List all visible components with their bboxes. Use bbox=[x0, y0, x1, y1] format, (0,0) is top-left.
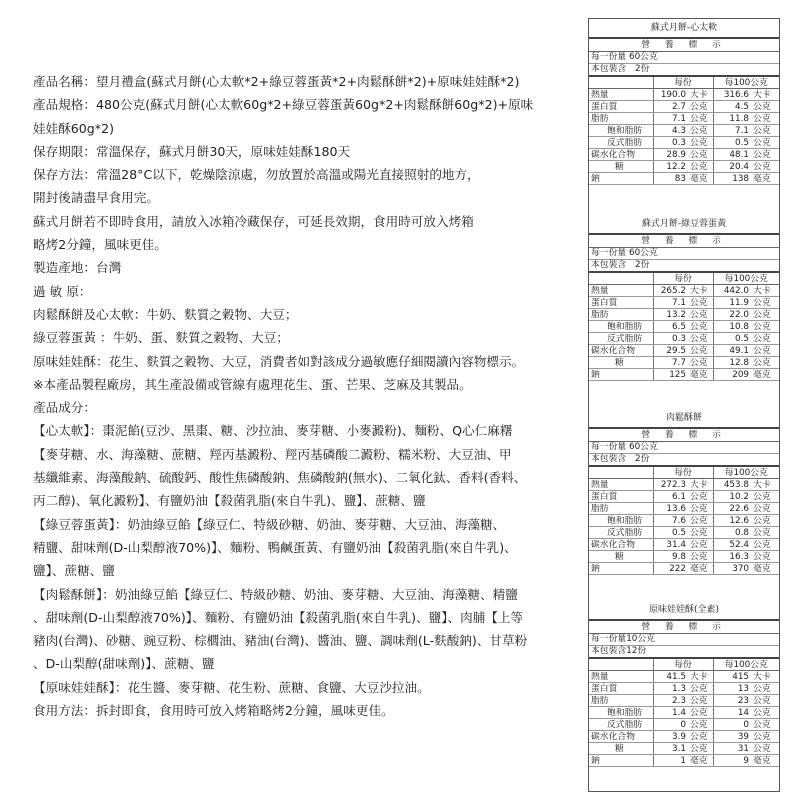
product-info-line: 【原味娃娃酥】：花生醬、麥芽糖、花生粉、蔗糖、食鹽、大豆沙拉油。 bbox=[33, 679, 430, 695]
nutrient-label: 蛋白質 bbox=[589, 491, 653, 503]
per-100g-unit: 大卡 bbox=[750, 479, 779, 491]
nutrition-row bbox=[589, 309, 779, 321]
per-100g-unit: 公克 bbox=[750, 527, 779, 539]
per-100g-unit: 公克 bbox=[750, 161, 779, 173]
nutrition-table bbox=[589, 659, 779, 767]
nutrient-label: 熱量 bbox=[589, 285, 653, 297]
per-serving-value: 13.2 bbox=[653, 309, 687, 321]
per-100g-value: 52.4 bbox=[713, 539, 750, 551]
nutrition-row bbox=[589, 671, 779, 683]
per-100g-unit: 公克 bbox=[750, 309, 779, 321]
nutrient-label: 蛋白質 bbox=[589, 101, 653, 113]
per-serving-value: 0 bbox=[653, 719, 687, 731]
per-serving-unit: 公克 bbox=[687, 321, 713, 333]
nutrient-label: 飽和脂肪 bbox=[589, 125, 653, 137]
nutrition-facts-block bbox=[589, 19, 779, 185]
nutrient-label: 脂肪 bbox=[589, 695, 653, 707]
nutrient-label: 糖 bbox=[589, 551, 653, 563]
per-100g-value: 22.0 bbox=[713, 309, 750, 321]
product-info-line: 產品規格：480公克(蘇式月餅(心太軟60g*2+綠豆蓉蛋黃60g*2+肉鬆酥餅60g*2)+原味 bbox=[33, 97, 534, 113]
per-100g-unit: 公克 bbox=[750, 515, 779, 527]
product-info-line: 【心太軟】：棗泥餡(豆沙、黑棗、糖、沙拉油、麥芽糖、小麥澱粉)、麵粉、Q心仁麻糬 bbox=[33, 423, 513, 439]
nutrient-label: 反式脂肪 bbox=[589, 527, 653, 539]
nutrition-row bbox=[589, 707, 779, 719]
per-100g-unit: 公克 bbox=[750, 683, 779, 695]
per-serving-unit: 公克 bbox=[687, 161, 713, 173]
per-serving-unit: 公克 bbox=[687, 137, 713, 149]
nutrient-label: 脂肪 bbox=[589, 309, 653, 321]
per-serving-value: 1.3 bbox=[653, 683, 687, 695]
per-100g-unit: 公克 bbox=[750, 333, 779, 345]
per-serving-value: 3.9 bbox=[653, 731, 687, 743]
per-serving-value: 12.2 bbox=[653, 161, 687, 173]
per-100g-unit: 公克 bbox=[750, 743, 779, 755]
nutrition-header: 營 養 標 示 bbox=[589, 39, 779, 52]
nutrition-row bbox=[589, 321, 779, 333]
nutrient-label: 糖 bbox=[589, 357, 653, 369]
nutrient-label: 鈉 bbox=[589, 369, 653, 381]
per-100g-unit: 公克 bbox=[750, 491, 779, 503]
per-serving-value: 2.7 bbox=[653, 101, 687, 113]
nutrition-row bbox=[589, 357, 779, 369]
nutrition-row bbox=[589, 149, 779, 161]
per-serving-header: 每份 bbox=[653, 467, 713, 479]
per-100g-value: 13 bbox=[713, 683, 750, 695]
product-info-line: 製造產地：台灣 bbox=[33, 260, 122, 276]
nutrition-product-title: 原味娃娃酥(全素) bbox=[648, 605, 720, 615]
nutrition-facts-block bbox=[589, 601, 779, 767]
per-serving-value: 3.1 bbox=[653, 743, 687, 755]
serving-size: 每一份量 60公克 bbox=[589, 248, 779, 260]
servings-per-package: 本包裝含 2份 bbox=[589, 64, 779, 77]
nutrient-label: 脂肪 bbox=[589, 503, 653, 515]
product-info-line: 【綠豆蓉蛋黃】：奶油綠豆餡【綠豆仁、特級砂糖、奶油、麥芽糖、大豆油、海藻糖、 bbox=[33, 516, 506, 532]
nutrition-row bbox=[589, 719, 779, 731]
nutrition-row bbox=[589, 491, 779, 503]
nutrition-table bbox=[589, 273, 779, 381]
per-serving-unit: 大卡 bbox=[687, 479, 713, 491]
product-info-line: 過 敏 原： bbox=[33, 283, 92, 299]
nutrition-row bbox=[589, 161, 779, 173]
per-serving-value: 28.9 bbox=[653, 149, 687, 161]
per-serving-unit: 大卡 bbox=[687, 671, 713, 683]
nutrition-column-header bbox=[589, 467, 779, 479]
nutrient-label: 熱量 bbox=[589, 479, 653, 491]
nutrient-label: 碳水化合物 bbox=[589, 149, 653, 161]
nutrient-label: 反式脂肪 bbox=[589, 333, 653, 345]
product-info-line: 產品名稱：望月禮盒(蘇式月餅(心太軟*2+綠豆蓉蛋黃*2+肉鬆酥餅*2)+原味娃娃酥*2) bbox=[33, 74, 520, 89]
per-serving-value: 29.5 bbox=[653, 345, 687, 357]
per-100g-value: 138 bbox=[713, 173, 750, 185]
per-100g-unit: 大卡 bbox=[750, 89, 779, 101]
per-100g-value: 209 bbox=[713, 369, 750, 381]
servings-per-package: 本包裝含 2份 bbox=[589, 454, 779, 467]
product-info-line: 【肉鬆酥餅】：奶油綠豆餡【綠豆仁、特級砂糖、奶油、麥芽糖、大豆油、海藻糖、精鹽 bbox=[33, 586, 518, 602]
per-100g-value: 0.5 bbox=[713, 333, 750, 345]
per-serving-value: 1.4 bbox=[653, 707, 687, 719]
nutrition-table bbox=[589, 77, 779, 185]
nutrient-label: 熱量 bbox=[589, 671, 653, 683]
product-info bbox=[33, 70, 573, 722]
per-serving-unit: 公克 bbox=[687, 743, 713, 755]
per-serving-unit: 公克 bbox=[687, 551, 713, 563]
nutrition-row bbox=[589, 285, 779, 297]
nutrition-header: 營 養 標 示 bbox=[589, 235, 779, 248]
per-serving-value: 2.3 bbox=[653, 695, 687, 707]
per-100g-value: 7.1 bbox=[713, 125, 750, 137]
product-info-line: 蘇式月餅若不即時食用，請放入冰箱冷藏保存，可延長效期，食用時可放入烤箱 bbox=[33, 213, 474, 229]
per-serving-value: 265.2 bbox=[653, 285, 687, 297]
per-100g-unit: 大卡 bbox=[750, 285, 779, 297]
per-100g-value: 49.1 bbox=[713, 345, 750, 357]
nutrition-row bbox=[589, 503, 779, 515]
per-serving-header: 每份 bbox=[653, 77, 713, 89]
per-100g-unit: 毫克 bbox=[750, 369, 779, 381]
product-info-line: 【麥芽糖、水、海藻糖、蔗糖、羥丙基澱粉、羥丙基磷酸二澱粉、糯米粉、大豆油、甲 bbox=[33, 446, 512, 462]
per-serving-value: 13.6 bbox=[653, 503, 687, 515]
nutrition-row bbox=[589, 101, 779, 113]
product-info-line: 略烤2分鐘，風味更佳。 bbox=[33, 237, 167, 253]
per-100g-value: 370 bbox=[713, 563, 750, 575]
nutrition-row bbox=[589, 297, 779, 309]
nutrient-label: 反式脂肪 bbox=[589, 137, 653, 149]
per-serving-unit: 毫克 bbox=[687, 563, 713, 575]
per-serving-unit: 公克 bbox=[687, 297, 713, 309]
per-100g-unit: 公克 bbox=[750, 695, 779, 707]
nutrition-header: 營 養 標 示 bbox=[589, 621, 779, 634]
per-100g-value: 31 bbox=[713, 743, 750, 755]
per-serving-value: 83 bbox=[653, 173, 687, 185]
per-serving-unit: 公克 bbox=[687, 527, 713, 539]
nutrient-label: 飽和脂肪 bbox=[589, 321, 653, 333]
per-serving-value: 7.1 bbox=[653, 113, 687, 125]
nutrient-label: 反式脂肪 bbox=[589, 719, 653, 731]
nutrition-product-title: 蘇式月餅-綠豆蓉蛋黃 bbox=[641, 219, 727, 229]
product-info-line: 丙二醇)、氧化澱粉】、有鹽奶油【殺菌乳脂(來自牛乳)、鹽】、蔗糖、鹽 bbox=[33, 493, 426, 509]
product-info-line: 、甜味劑(D-山梨醇液70%)】、麵粉、有鹽奶油【殺菌乳脂(來自牛乳)、鹽】、肉脯【上等 bbox=[33, 609, 524, 625]
nutrition-facts-block bbox=[589, 409, 779, 575]
nutrition-facts-block bbox=[589, 215, 779, 381]
nutrition-row bbox=[589, 479, 779, 491]
per-100g-value: 415 bbox=[713, 671, 750, 683]
product-info-line: 、D-山梨醇(甜味劑)】、蔗糖、鹽 bbox=[33, 656, 215, 672]
per-serving-value: 7.7 bbox=[653, 357, 687, 369]
nutrient-label: 鈉 bbox=[589, 173, 653, 185]
per-100g-value: 12.8 bbox=[713, 357, 750, 369]
nutrient-label: 鈉 bbox=[589, 755, 653, 767]
nutrient-label: 蛋白質 bbox=[589, 683, 653, 695]
per-serving-unit: 公克 bbox=[687, 345, 713, 357]
per-100g-value: 11.8 bbox=[713, 113, 750, 125]
per-serving-unit: 公克 bbox=[687, 503, 713, 515]
nutrition-product-title: 蘇式月餅-心太軟 bbox=[650, 23, 718, 33]
nutrition-row bbox=[589, 173, 779, 185]
per-serving-header: 每份 bbox=[653, 273, 713, 285]
per-serving-value: 125 bbox=[653, 369, 687, 381]
nutrition-product-title: 肉鬆酥餅 bbox=[665, 413, 702, 423]
nutrient-label: 鈉 bbox=[589, 563, 653, 575]
per-100g-unit: 公克 bbox=[750, 101, 779, 113]
per-serving-unit: 公克 bbox=[687, 731, 713, 743]
nutrition-row bbox=[589, 695, 779, 707]
per-100g-unit: 毫克 bbox=[750, 563, 779, 575]
nutrition-row bbox=[589, 137, 779, 149]
per-serving-value: 7.6 bbox=[653, 515, 687, 527]
nutrition-row bbox=[589, 345, 779, 357]
per-serving-value: 222 bbox=[653, 563, 687, 575]
per-100g-unit: 公克 bbox=[750, 137, 779, 149]
per-100g-value: 14 bbox=[713, 707, 750, 719]
per-serving-unit: 公克 bbox=[687, 707, 713, 719]
nutrient-label: 碳水化合物 bbox=[589, 345, 653, 357]
nutrient-label: 碳水化合物 bbox=[589, 731, 653, 743]
nutrition-table bbox=[589, 467, 779, 575]
nutrient-label: 脂肪 bbox=[589, 113, 653, 125]
nutrition-row bbox=[589, 539, 779, 551]
product-info-line: 食用方法：拆封即食，食用時可放入烤箱略烤2分鐘，風味更佳。 bbox=[33, 703, 394, 719]
per-serving-unit: 毫克 bbox=[687, 755, 713, 767]
servings-per-package: 本包裝含12份 bbox=[589, 646, 779, 659]
per-serving-unit: 公克 bbox=[687, 333, 713, 345]
per-serving-unit: 毫克 bbox=[687, 369, 713, 381]
per-serving-unit: 公克 bbox=[687, 149, 713, 161]
nutrition-column-header bbox=[589, 659, 779, 671]
per-100g-value: 39 bbox=[713, 731, 750, 743]
per-100g-value: 12.6 bbox=[713, 515, 750, 527]
per-serving-unit: 公克 bbox=[687, 683, 713, 695]
per-100g-value: 22.6 bbox=[713, 503, 750, 515]
per-100g-header: 每100公克 bbox=[713, 77, 779, 89]
product-info-line: 娃娃酥60g*2) bbox=[33, 120, 115, 136]
per-100g-unit: 公克 bbox=[750, 707, 779, 719]
per-serving-value: 272.3 bbox=[653, 479, 687, 491]
per-100g-value: 20.4 bbox=[713, 161, 750, 173]
per-serving-unit: 毫克 bbox=[687, 173, 713, 185]
per-serving-value: 9.8 bbox=[653, 551, 687, 563]
nutrient-label: 碳水化合物 bbox=[589, 539, 653, 551]
per-serving-value: 0.3 bbox=[653, 137, 687, 149]
nutrient-label: 熱量 bbox=[589, 89, 653, 101]
product-info-line: 保存方法：常溫28°C以下，乾燥陰涼處，勿放置於高溫或陽光直接照射的地方， bbox=[33, 167, 480, 183]
per-100g-unit: 公克 bbox=[750, 539, 779, 551]
per-serving-value: 1 bbox=[653, 755, 687, 767]
product-info-line: 鹽】、蔗糖、鹽 bbox=[33, 563, 115, 579]
per-serving-unit: 公克 bbox=[687, 539, 713, 551]
per-100g-unit: 公克 bbox=[750, 551, 779, 563]
per-100g-value: 316.6 bbox=[713, 89, 750, 101]
per-100g-unit: 公克 bbox=[750, 297, 779, 309]
nutrient-label: 飽和脂肪 bbox=[589, 515, 653, 527]
per-serving-unit: 公克 bbox=[687, 491, 713, 503]
per-100g-value: 4.5 bbox=[713, 101, 750, 113]
per-serving-value: 4.3 bbox=[653, 125, 687, 137]
nutrition-column-header bbox=[589, 273, 779, 285]
nutrition-row bbox=[589, 515, 779, 527]
per-100g-value: 10.2 bbox=[713, 491, 750, 503]
per-serving-unit: 公克 bbox=[687, 357, 713, 369]
per-100g-value: 453.8 bbox=[713, 479, 750, 491]
per-serving-value: 31.4 bbox=[653, 539, 687, 551]
per-100g-unit: 公克 bbox=[750, 503, 779, 515]
per-serving-unit: 大卡 bbox=[687, 89, 713, 101]
per-serving-unit: 公克 bbox=[687, 125, 713, 137]
product-info-line: 綠豆蓉蛋黃 ：牛奶、蛋、麩質之穀物、大豆； bbox=[33, 330, 289, 346]
per-serving-value: 190.0 bbox=[653, 89, 687, 101]
per-100g-header: 每100公克 bbox=[713, 273, 779, 285]
nutrition-row bbox=[589, 683, 779, 695]
per-serving-value: 0.3 bbox=[653, 333, 687, 345]
per-100g-header: 每100公克 bbox=[713, 659, 779, 671]
nutrition-column-header bbox=[589, 77, 779, 89]
per-serving-value: 6.1 bbox=[653, 491, 687, 503]
per-100g-value: 10.8 bbox=[713, 321, 750, 333]
per-100g-value: 23 bbox=[713, 695, 750, 707]
per-serving-unit: 公克 bbox=[687, 309, 713, 321]
product-info-line: 基纖維素、海藻酸鈉、硫酸鈣、酸性焦磷酸鈉、焦磷酸鈉(無水)、二氧化鈦、香料(香料、 bbox=[33, 470, 527, 486]
per-100g-unit: 公克 bbox=[750, 731, 779, 743]
per-serving-unit: 公克 bbox=[687, 515, 713, 527]
nutrient-label: 飽和脂肪 bbox=[589, 707, 653, 719]
per-serving-unit: 公克 bbox=[687, 719, 713, 731]
nutrition-row bbox=[589, 755, 779, 767]
per-100g-unit: 毫克 bbox=[750, 173, 779, 185]
per-100g-unit: 公克 bbox=[750, 321, 779, 333]
nutrition-row bbox=[589, 113, 779, 125]
product-info-line: 肉鬆酥餅及心太軟：牛奶、麩質之穀物、大豆； bbox=[33, 306, 298, 322]
per-100g-value: 0.8 bbox=[713, 527, 750, 539]
nutrition-row bbox=[589, 369, 779, 381]
nutrition-row bbox=[589, 333, 779, 345]
nutrient-label: 糖 bbox=[589, 161, 653, 173]
per-100g-value: 48.1 bbox=[713, 149, 750, 161]
nutrition-row bbox=[589, 527, 779, 539]
nutrition-row bbox=[589, 563, 779, 575]
nutrition-row bbox=[589, 89, 779, 101]
product-info-line: 保存期限：常溫保存，蘇式月餅30天，原味娃娃酥180天 bbox=[33, 143, 351, 159]
per-100g-unit: 公克 bbox=[750, 125, 779, 137]
per-serving-unit: 公克 bbox=[687, 113, 713, 125]
product-info-line: 原味娃娃酥：花生、麩質之穀物、大豆，消費者如對該成分過敏應仔細閱讀內容物標示。 bbox=[33, 353, 525, 369]
serving-size: 每一份量 60公克 bbox=[589, 442, 779, 454]
per-serving-unit: 公克 bbox=[687, 101, 713, 113]
servings-per-package: 本包裝含 2份 bbox=[589, 260, 779, 273]
per-100g-unit: 公克 bbox=[750, 345, 779, 357]
serving-size: 每一份量10公克 bbox=[589, 634, 779, 646]
per-serving-unit: 大卡 bbox=[687, 285, 713, 297]
nutrient-label: 糖 bbox=[589, 743, 653, 755]
per-100g-value: 9 bbox=[713, 755, 750, 767]
per-serving-value: 6.5 bbox=[653, 321, 687, 333]
per-100g-unit: 毫克 bbox=[750, 755, 779, 767]
per-100g-unit: 公克 bbox=[750, 149, 779, 161]
nutrition-header: 營 養 標 示 bbox=[589, 429, 779, 442]
per-100g-value: 11.9 bbox=[713, 297, 750, 309]
product-info-line: 精鹽、甜味劑(D-山梨醇液70%)】、麵粉、鴨鹹蛋黃、有鹽奶油【殺菌乳脂(來自牛乳)、 bbox=[33, 539, 517, 555]
per-100g-unit: 公克 bbox=[750, 357, 779, 369]
nutrition-row bbox=[589, 551, 779, 563]
per-100g-unit: 公克 bbox=[750, 719, 779, 731]
serving-size: 每一份量 60公克 bbox=[589, 52, 779, 64]
per-100g-value: 442.0 bbox=[713, 285, 750, 297]
nutrient-label: 蛋白質 bbox=[589, 297, 653, 309]
per-serving-value: 0.5 bbox=[653, 527, 687, 539]
nutrition-row bbox=[589, 731, 779, 743]
per-100g-unit: 公克 bbox=[750, 113, 779, 125]
per-100g-value: 0 bbox=[713, 719, 750, 731]
product-info-line: 豬肉(台灣)、砂糖、豌豆粉、棕櫚油、豬油(台灣)、醬油、鹽、調味劑(L-麩酸鈉)、甘草粉 bbox=[33, 633, 528, 649]
product-info-line: ※本產品製程廠房，其生產設備或管線有處理花生、蛋、芒果、芝麻及其製品。 bbox=[33, 376, 472, 392]
per-serving-value: 41.5 bbox=[653, 671, 687, 683]
product-info-line: 產品成分： bbox=[33, 400, 96, 416]
nutrition-row bbox=[589, 125, 779, 137]
per-100g-value: 16.3 bbox=[713, 551, 750, 563]
per-100g-header: 每100公克 bbox=[713, 467, 779, 479]
per-100g-unit: 大卡 bbox=[750, 671, 779, 683]
nutrition-panel bbox=[588, 18, 780, 792]
per-serving-header: 每份 bbox=[653, 659, 713, 671]
per-serving-value: 7.1 bbox=[653, 297, 687, 309]
nutrition-row bbox=[589, 743, 779, 755]
per-100g-value: 0.5 bbox=[713, 137, 750, 149]
product-info-line: 開封後請盡早食用完。 bbox=[33, 190, 159, 206]
per-serving-unit: 公克 bbox=[687, 695, 713, 707]
